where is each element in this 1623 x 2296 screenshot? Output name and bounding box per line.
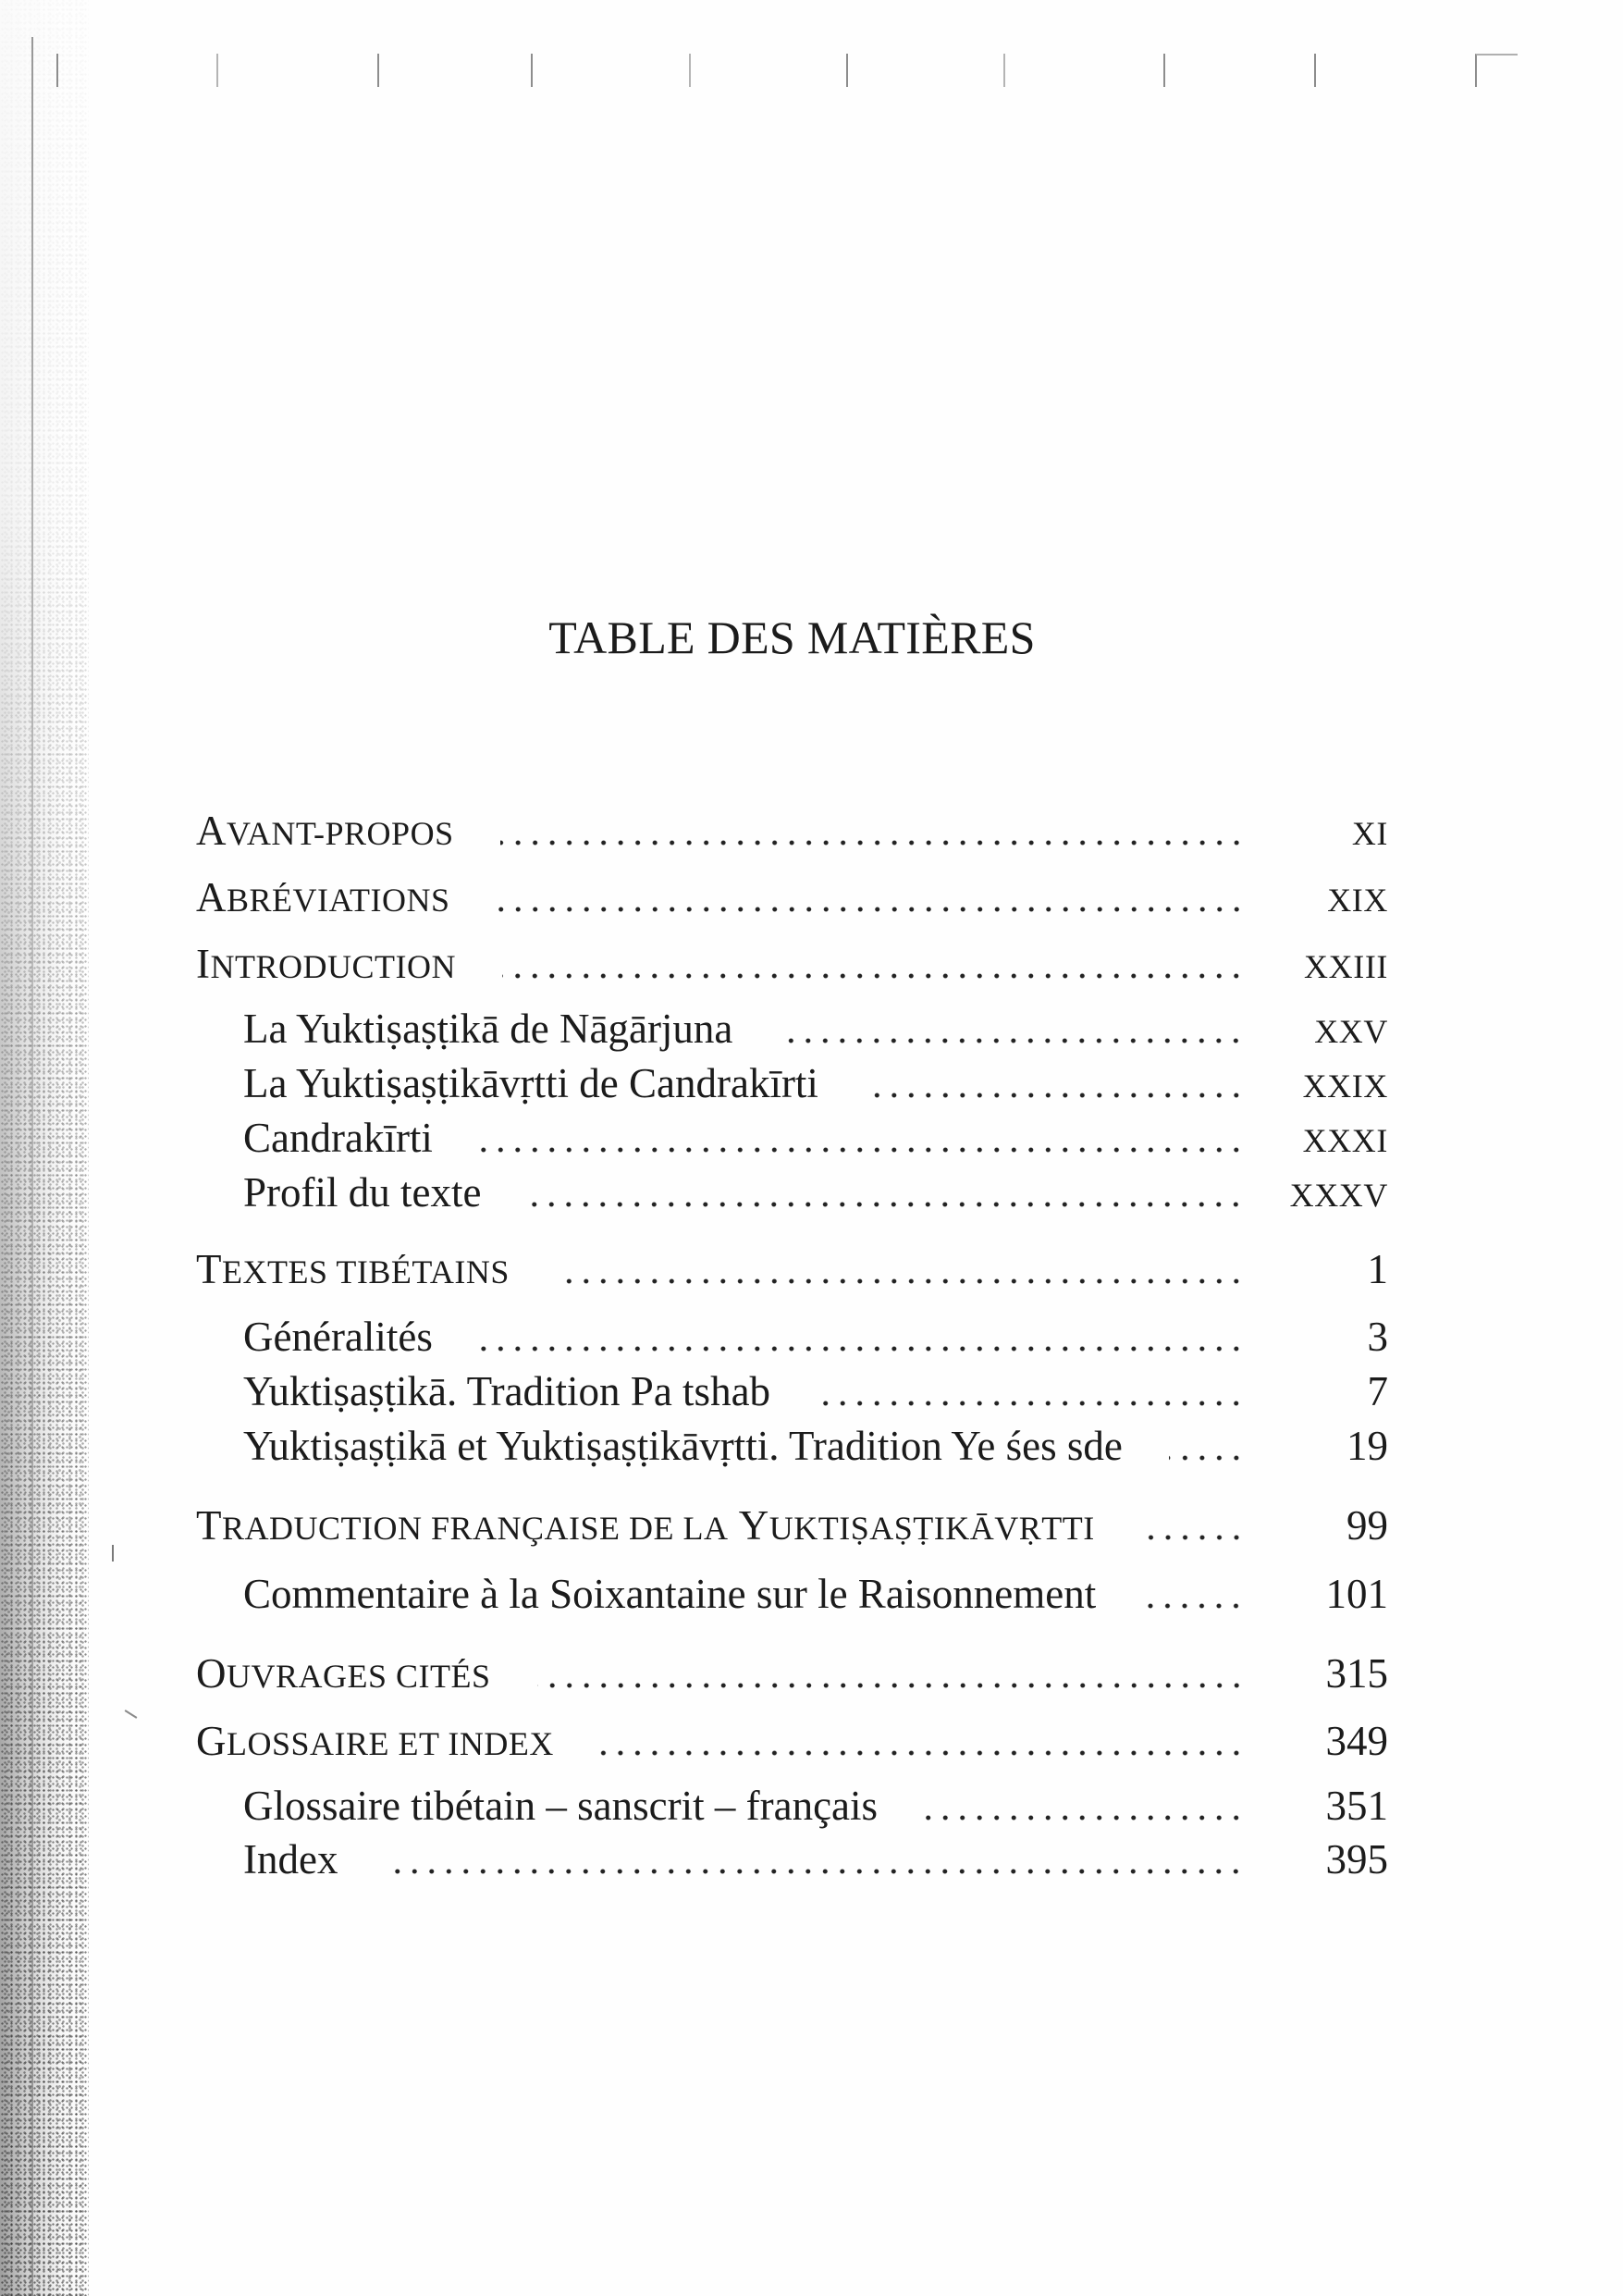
toc-subentry-label: La Yuktiṣaṣṭikāvṛtti de Candrakīrti — [243, 1060, 818, 1106]
dot-leader — [817, 1365, 1245, 1417]
toc-entry-label-text: INTRODUCTION — [196, 941, 456, 987]
toc-subentry-tradition-ye-ses-sde — [243, 1420, 1388, 1472]
toc-subentry-page-number: XXXI — [1302, 1122, 1388, 1159]
toc-subentry-label: Généralités — [243, 1314, 433, 1360]
toc-subentry-page — [1245, 1112, 1388, 1164]
toc-subentry-glossaire — [243, 1780, 1388, 1832]
toc-entry-page-number: XI — [1351, 815, 1388, 852]
toc-entry-traduction-francaise — [196, 1500, 1388, 1551]
toc-subentry-tradition-pa-tshab — [243, 1365, 1388, 1417]
dot-leader — [865, 1057, 1245, 1109]
toc-subentry-page: 19 — [1346, 1423, 1388, 1469]
toc-entry-page — [1245, 805, 1388, 857]
toc-subentry-page: 101 — [1325, 1571, 1388, 1617]
toc-subentry-page-number: XXV — [1314, 1013, 1388, 1050]
toc-subentry-profil-du-texte — [243, 1167, 1388, 1218]
toc-entry-label-text: ABRÉVIATIONS — [196, 874, 450, 920]
toc-subentry-page-number: XXIX — [1302, 1068, 1388, 1105]
dot-leader — [600, 1715, 1245, 1767]
scan-edge-line — [31, 37, 33, 2296]
scan-binding-shadow — [0, 0, 89, 2296]
scan-tick-mark — [377, 54, 379, 87]
scan-tick-mark — [1003, 54, 1005, 87]
toc-entry-textes-tibetains — [196, 1243, 1388, 1295]
toc-subentry-yuktisastikavrtti-candrakirti — [243, 1057, 1388, 1109]
toc-subentry-page — [1245, 1003, 1388, 1055]
scan-tick-mark — [56, 54, 58, 87]
scan-stray-mark — [112, 1545, 114, 1562]
toc-entry-label — [196, 1715, 554, 1767]
scan-tick-mark — [846, 54, 848, 87]
toc-entry-label-text: AVANT-PROPOS — [196, 808, 454, 854]
toc-entry-label — [196, 1500, 1095, 1551]
dot-leader — [1142, 1568, 1245, 1620]
toc-entry-page: 99 — [1346, 1502, 1388, 1549]
toc-entry-label-work-title: YUKTIṢAṢṬIKĀVṚTTI — [738, 1502, 1095, 1549]
toc-entry-label-text: GLOSSAIRE ET INDEX — [196, 1718, 554, 1764]
toc-subentry-candrakirti — [243, 1112, 1388, 1164]
scan-bracket-mark — [1475, 54, 1518, 87]
toc-entry-label — [196, 938, 456, 990]
toc-subentry-label: Profil du texte — [243, 1169, 482, 1216]
toc-subentry-page: 7 — [1367, 1368, 1388, 1414]
toc-subentry-index — [243, 1833, 1388, 1885]
page-title: TABLE DES MATIÈRES — [548, 611, 1036, 663]
toc-subentry-label: La Yuktiṣaṣṭikā de Nāgārjuna — [243, 1006, 733, 1052]
scan-tick-mark — [689, 54, 691, 87]
toc-entry-label — [196, 871, 450, 923]
toc-entry-label-text: TRADUCTION FRANÇAISE DE LA — [196, 1502, 729, 1549]
toc-subentry-page — [1245, 1167, 1388, 1218]
toc-subentry-label: Index — [243, 1836, 338, 1882]
dot-leader — [1141, 1500, 1245, 1551]
dot-leader — [502, 938, 1245, 990]
toc-entry-label-text: OUVRAGES CITÉS — [196, 1650, 491, 1697]
toc-entry-page: 315 — [1325, 1650, 1388, 1697]
scan-tick-mark — [216, 54, 218, 87]
toc-entry-label — [196, 1243, 510, 1295]
toc-entry-page: 1 — [1367, 1246, 1388, 1292]
toc-entry-label-text: TEXTES TIBÉTAINS — [196, 1246, 510, 1292]
dot-leader — [556, 1243, 1245, 1295]
toc-entry-avant-propos — [196, 805, 1388, 857]
dot-leader — [1169, 1420, 1245, 1472]
toc-subentry-label: Commentaire à la Soixantaine sur le Raisonnement — [243, 1571, 1097, 1617]
toc-subentry-page — [1245, 1057, 1388, 1109]
toc-entry-page: 349 — [1325, 1718, 1388, 1764]
toc-entry-page-number: XIX — [1327, 882, 1388, 919]
toc-subentry-page-number: XXXV — [1289, 1177, 1388, 1214]
scan-stray-mark — [125, 1710, 138, 1719]
toc-entry-label — [196, 805, 454, 857]
toc-subentry-page: 395 — [1325, 1836, 1388, 1882]
dot-leader — [479, 1112, 1245, 1164]
toc-entry-label — [196, 1648, 491, 1699]
toc-entry-glossaire-et-index — [196, 1715, 1388, 1767]
toc-entry-page — [1245, 871, 1388, 923]
dot-leader — [537, 1648, 1245, 1699]
toc-entry-introduction — [196, 938, 1388, 990]
toc-subentry-label: Yuktiṣaṣṭikā. Tradition Pa tshab — [243, 1368, 771, 1414]
toc-subentry-label: Yuktiṣaṣṭikā et Yuktiṣaṣṭikāvṛtti. Tradition Ye śes sde — [243, 1423, 1123, 1469]
dot-leader — [479, 1311, 1245, 1363]
toc-entry-ouvrages-cites — [196, 1648, 1388, 1699]
dot-leader — [500, 805, 1245, 857]
dot-leader — [779, 1003, 1245, 1055]
scan-tick-mark — [1163, 54, 1165, 87]
toc-entry-abreviations — [196, 871, 1388, 923]
toc-subentry-label: Candrakīrti — [243, 1115, 433, 1161]
toc-subentry-generalites — [243, 1311, 1388, 1363]
toc-subentry-page: 3 — [1367, 1314, 1388, 1360]
scan-tick-mark — [531, 54, 533, 87]
toc-subentry-label: Glossaire tibétain – sanscrit – français — [243, 1783, 879, 1829]
dot-leader — [924, 1780, 1245, 1832]
scan-tick-mark — [1314, 54, 1316, 87]
dot-leader — [384, 1833, 1245, 1885]
toc-entry-page-number: XXIII — [1304, 948, 1388, 985]
toc-subentry-commentaire — [243, 1568, 1388, 1620]
toc-subentry-yuktisastika-nagarjuna — [243, 1003, 1388, 1055]
dot-leader — [497, 871, 1245, 923]
dot-leader — [527, 1167, 1245, 1218]
toc-entry-page — [1245, 938, 1388, 990]
toc-subentry-page: 351 — [1325, 1783, 1388, 1829]
